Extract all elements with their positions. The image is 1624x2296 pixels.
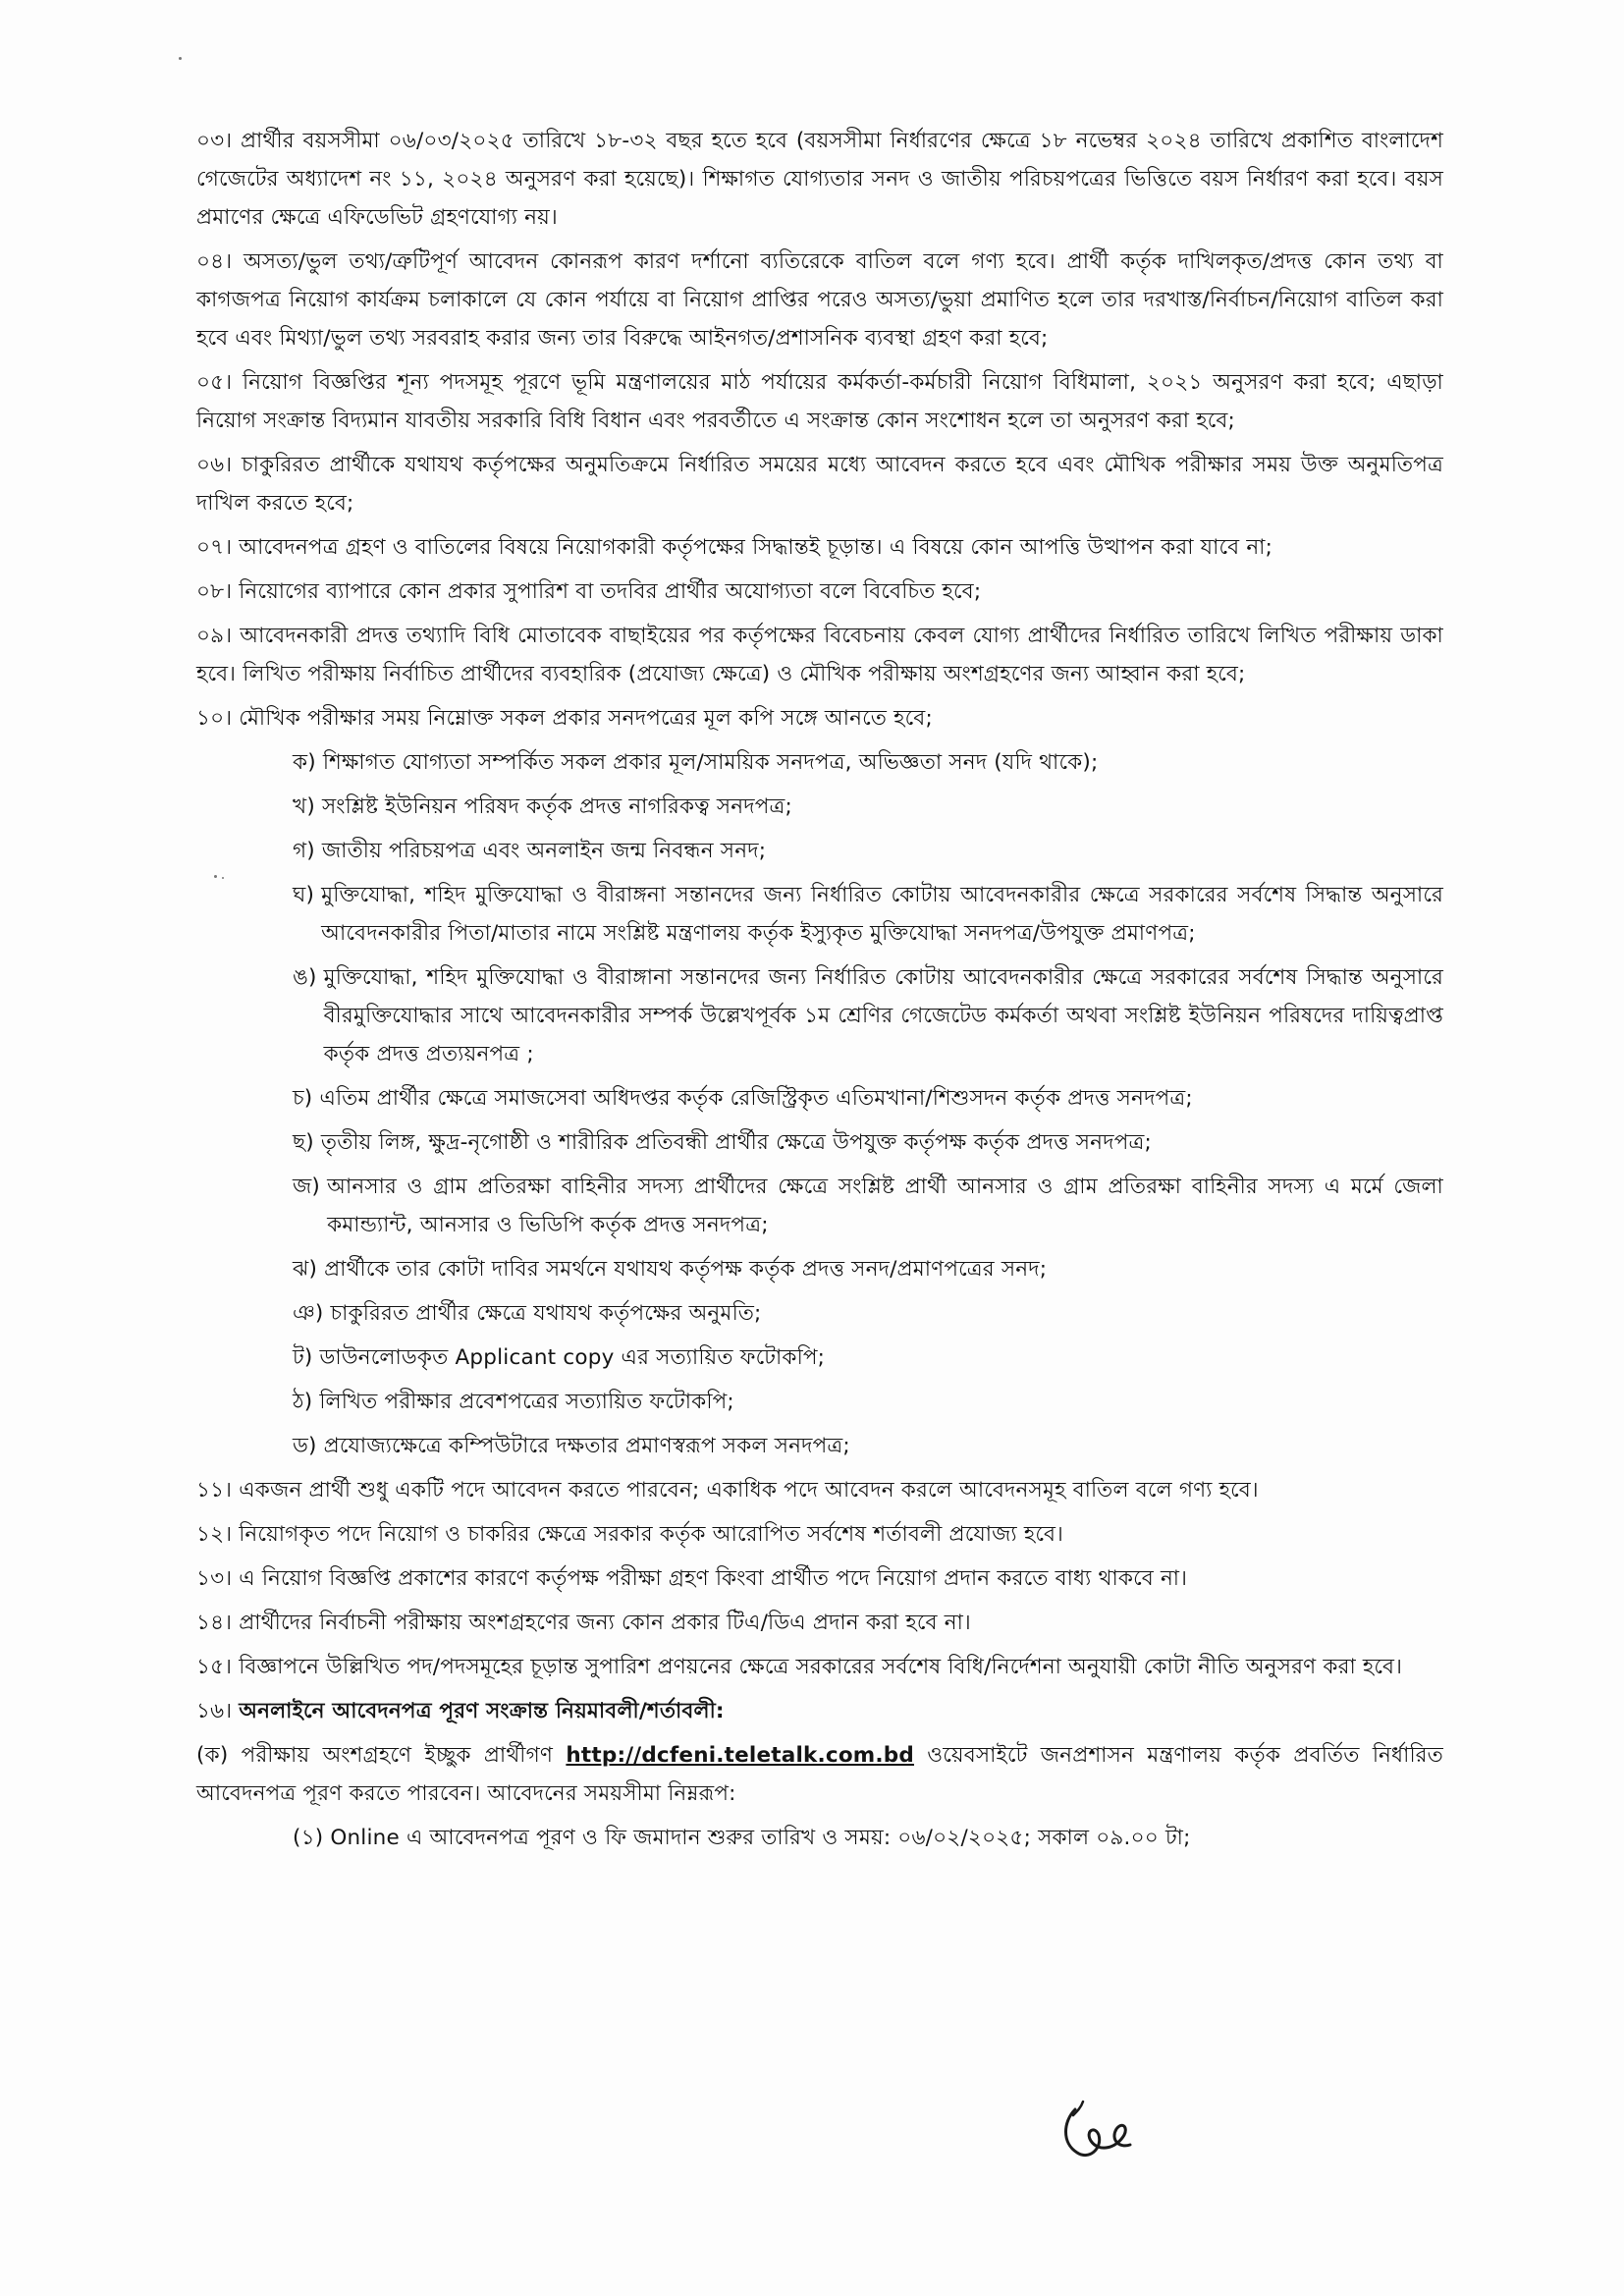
- clause-08: ০৮। নিয়োগের ব্যাপারে কোন প্রকার সুপারিশ বা তদবির প্রার্থীর অযোগ্যতা বলে বিবেচিত হবে;: [196, 579, 982, 604]
- signature-initials: [1056, 2092, 1144, 2165]
- list-item: ক) শিক্ষাগত যোগ্যতা সম্পর্কিত সকল প্রকার মূল/সাময়িক সনদপত্র, অভিজ্ঞতা সনদ (যদি থাকে);: [293, 750, 1099, 775]
- clause-13: ১৩। এ নিয়োগ বিজ্ঞপ্তি প্রকাশের কারণে কর্তৃপক্ষ পরীক্ষা গ্রহণ কিংবা প্রার্থীত পদে নিয়োগ প্রদান করতে বাধ্য থাকবে না।: [196, 1566, 1188, 1591]
- clause-16-ka: (ক) পরীক্ষায় অংশগ্রহণে ইচ্ছুক প্রার্থীগণ http://dcfeni.teletalk.com.bd ওয়েবসাইটে জনপ্রশাসন মন্ত্রণালয় কর্তৃক প্রবর্তিত নির্ধারিত আবেদনপত্র পূরণ করতে পারবেন। আবেদনের সময়সীমা নিম্নরূপ:: [196, 1743, 1444, 1806]
- list-item: ড) প্রযোজ্যক্ষেত্রে কম্পিউটারে দক্ষতার প্রমাণস্বরূপ সকল সনদপত্র;: [293, 1434, 850, 1458]
- clause-05: ০৫। নিয়োগ বিজ্ঞপ্তির শূন্য পদসমূহ পূরণে ভূমি মন্ত্রণালয়ের মাঠ পর্যায়ের কর্মকর্তা-কর্মচারী নিয়োগ বিধিমালা, ২০২১ অনুসরণ করা হবে; এছাড়া নিয়োগ সংক্রান্ত বিদ্যমান যাবতীয় সরকারি বিধি বিধান এবং পরবর্তীতে এ সংক্রান্ত কোন সংশোধন হলে তা অনুসরণ করা হবে;: [196, 370, 1443, 433]
- list-item: ঞ) চাকুরিরত প্রার্থীর ক্ষেত্রে যথাযথ কর্তৃপক্ষের অনুমতি;: [293, 1301, 762, 1326]
- list-item: চ) এতিম প্রার্থীর ক্ষেত্রে সমাজসেবা অধিদপ্তর কর্তৃক রেজিস্ট্রিকৃত এতিমখানা/শিশুসদন কর্তৃক প্রদত্ত সনদপত্র;: [293, 1086, 1193, 1111]
- list-item: গ) জাতীয় পরিচয়পত্র এবং অনলাইন জন্ম নিবন্ধন সনদ;: [293, 839, 767, 863]
- clause-16-number: ১৬।: [196, 1699, 240, 1723]
- list-item: ঠ) লিখিত পরীক্ষার প্রবেশপত্রের সত্যায়িত ফটোকপি;: [293, 1390, 734, 1414]
- scan-speck: [214, 875, 217, 878]
- clause-16-heading: [196, 1692, 1443, 1730]
- list-item: ঝ) প্রার্থীকে তার কোটা দাবির সমর্থনে যথাযথ কর্তৃপক্ষ কর্তৃক প্রদত্ত সনদ/প্রমাণপত্রের সনদ;: [293, 1257, 1048, 1282]
- clause-03: ০৩। প্রার্থীর বয়সসীমা ০৬/০৩/২০২৫ তারিখে ১৮-৩২ বছর হতে হবে (বয়সসীমা নির্ধারণের ক্ষেত্রে ১৮ নভেম্বর ২০২৪ তারিখে প্রকাশিত বাংলাদেশ গেজেটের অধ্যাদেশ নং ১১, ২০২৪ অনুসরণ করা হয়েছে)। শিক্ষাগত যোগ্যতার সনদ ও জাতীয় পরিচয়পত্রের ভিত্তিতে বয়স নির্ধারণ করা হবে। বয়স প্রমাণের ক্ষেত্রে এফিডেভিট গ্রহণযোগ্য নয়।: [196, 129, 1443, 230]
- list-item: ট) ডাউনলোডকৃত Applicant copy এর সত্যায়িত ফটোকপি;: [293, 1345, 826, 1370]
- online-application-heading: অনলাইনে আবেদনপত্র পূরণ সংক্রান্ত নিয়মাবলী/শর্তাবলী:: [239, 1699, 725, 1723]
- list-item: ছ) তৃতীয় লিঙ্গ, ক্ষুদ্র-নৃগোষ্ঠী ও শারীরিক প্রতিবন্ধী প্রার্থীর ক্ষেত্রে উপযুক্ত কর্তৃপক্ষ কর্তৃক প্রদত্ত সনদপত্র;: [293, 1130, 1152, 1155]
- clause-11: ১১। একজন প্রার্থী শুধু একটি পদে আবেদন করতে পারবেন; একাধিক পদে আবেদন করলে আবেদনসমূহ বাতিল বলে গণ্য হবে।: [196, 1478, 1259, 1503]
- list-item: ঘ) মুক্তিযোদ্ধা, শহিদ মুক্তিযোদ্ধা ও বীরাঙ্গনা সন্তানদের জন্য নির্ধারিত কোটায় আবেদনকারীর ক্ষেত্রে সরকারের সর্বশেষ সিদ্ধান্ত অনুসারে আবেদনকারীর পিতা/মাতার নামে সংশ্লিষ্ট মন্ত্রণালয় কর্তৃক ইস্যুকৃত মুক্তিযোদ্ধা সনদপত্র/উপযুক্ত প্রমাণপত্র;: [293, 883, 1443, 946]
- list-item: খ) সংশ্লিষ্ট ইউনিয়ন পরিষদ কর্তৃক প্রদত্ত নাগরিকত্ব সনদপত্র;: [293, 794, 792, 819]
- clause-15: ১৫। বিজ্ঞাপনে উল্লিখিত পদ/পদসমূহের চূড়ান্ত সুপারিশ প্রণয়নের ক্ষেত্রে সরকারের সর্বশেষ বিধি/নির্দেশনা অনুযায়ী কোটা নীতি অনুসরণ করা হবে।: [196, 1655, 1403, 1679]
- list-item: ঙ) মুক্তিযোদ্ধা, শহিদ মুক্তিযোদ্ধা ও বীরাঙ্গানা সন্তানদের জন্য নির্ধারিত কোটায় আবেদনকারীর ক্ষেত্রে সরকারের সর্বশেষ সিদ্ধান্ত অনুসারে বীরমুক্তিযোদ্ধার সাথে আবেদনকারীর সম্পর্ক উল্লেখপূর্বক ১ম শ্রেণির গেজেটেড কর্মকর্তা অথবা সংশ্লিষ্ট ইউনিয়ন পরিষদের দায়িত্বপ্রাপ্ত কর্তৃক প্রদত্ত প্রত্যয়নপত্র ;: [293, 965, 1443, 1066]
- clause-09: ০৯। আবেদনকারী প্রদত্ত তথ্যাদি বিধি মোতাবেক বাছাইয়ের পর কর্তৃপক্ষের বিবেচনায় কেবল যোগ্য প্রার্থীদের নির্ধারিত তারিখে লিখিত পরীক্ষায় ডাকা হবে। লিখিত পরীক্ষায় নির্বাচিত প্রার্থীদের ব্যবহারিক (প্রযোজ্য ক্ষেত্রে) ও মৌখিক পরীক্ষায় অংশগ্রহণের জন্য আহ্বান করা হবে;: [196, 624, 1443, 686]
- list-item: জ) আনসার ও গ্রাম প্রতিরক্ষা বাহিনীর সদস্য প্রার্থীদের ক্ষেত্রে সংশ্লিষ্ট প্রার্থী আনসার ও গ্রাম প্রতিরক্ষা বাহিনীর সদস্য এ মর্মে জেলা কমান্ড্যান্ট, আনসার ও ভিডিপি কর্তৃক প্রদত্ত সনদপত্র;: [293, 1175, 1443, 1237]
- scan-speck: [222, 877, 224, 879]
- required-documents-list: [196, 743, 1443, 1465]
- clause-16-ka-1: (১) Online এ আবেদনপত্র পূরণ ও ফি জমাদান শুরুর তারিখ ও সময়: ০৬/০২/২০২৫; সকাল ০৯.০০ টা;: [293, 1826, 1191, 1850]
- teletalk-website-link[interactable]: http://dcfeni.teletalk.com.bd: [566, 1743, 914, 1768]
- clause-07: ০৭। আবেদনপত্র গ্রহণ ও বাতিলের বিষয়ে নিয়োগকারী কর্তৃপক্ষের সিদ্ধান্তই চূড়ান্ত। এ বিষয়ে কোন আপত্তি উত্থাপন করা যাবে না;: [196, 535, 1273, 560]
- document-body: [196, 122, 1443, 1863]
- clause-06: ০৬। চাকুরিরত প্রার্থীকে যথাযথ কর্তৃপক্ষের অনুমতিক্রমে নির্ধারিত সময়ের মধ্যে আবেদন করতে হবে এবং মৌখিক পরীক্ষার সময় উক্ত অনুমতিপত্র দাখিল করতে হবে;: [196, 453, 1443, 516]
- clause-04: ০৪। অসত্য/ভুল তথ্য/ত্রুটিপূর্ণ আবেদন কোনরূপ কারণ দর্শানো ব্যতিরেকে বাতিল বলে গণ্য হবে। প্রার্থী কর্তৃক দাখিলকৃত/প্রদত্ত কোন তথ্য বা কাগজপত্র নিয়োগ কার্যক্রম চলাকালে যে কোন পর্যায়ে বা নিয়োগ প্রাপ্তির পরেও অসত্য/ভুয়া প্রমাণিত হলে তার দরখাস্ত/নির্বাচন/নিয়োগ বাতিল করা হবে এবং মিথ্যা/ভুল তথ্য সরবরাহ করার জন্য তার বিরুদ্ধে আইনগত/প্রশাসনিক ব্যবস্থা গ্রহণ করা হবে;: [196, 249, 1443, 351]
- scan-speck: [179, 57, 182, 60]
- clause-12: ১২। নিয়োগকৃত পদে নিয়োগ ও চাকরির ক্ষেত্রে সরকার কর্তৃক আরোপিত সর্বশেষ শর্তাবলী প্রযোজ্য হবে।: [196, 1522, 1064, 1547]
- clause-10: ১০। মৌখিক পরীক্ষার সময় নিম্নোক্ত সকল প্রকার সনদপত্রের মূল কপি সঙ্গে আনতে হবে;: [196, 706, 933, 731]
- clause-14: ১৪। প্রার্থীদের নির্বাচনী পরীক্ষায় অংশগ্রহণের জন্য কোন প্রকার টিএ/ডিএ প্রদান করা হবে না।: [196, 1611, 971, 1635]
